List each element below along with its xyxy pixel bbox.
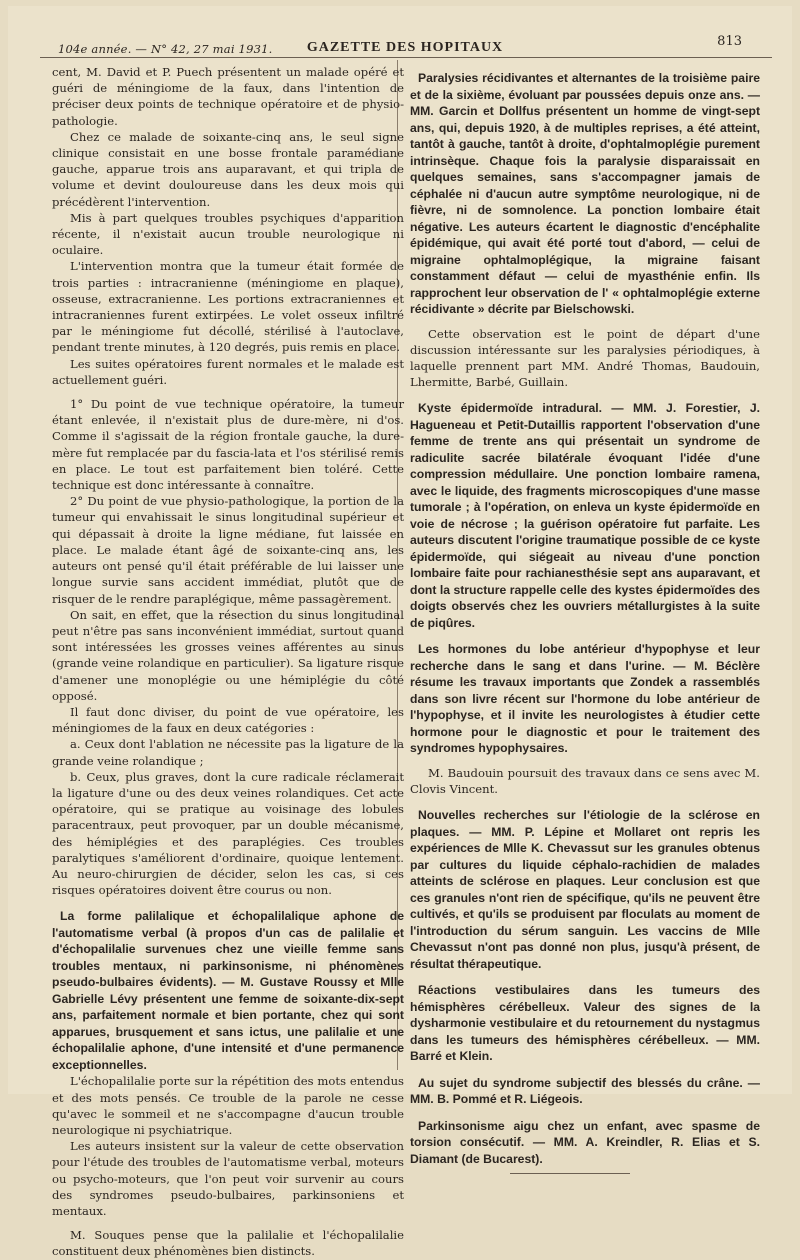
section-heading: Parkinsonisme aigu chez un enfant, avec spasme de torsion consécutif. — MM. A. Kreindler, R. Elias et S. Diamant (de Bucarest). xyxy=(410,1118,760,1166)
section-heading: Kyste épidermoïde intradural. — MM. J. Forestier, J. Hagueneau et Petit-Dutaillis rapportent l'observation d'une femme de trente ans qui présentait un syndrome de radiculite sacrée bilatérale évoquant l'idée d'une compression médullaire. Une ponction lombaire ramena, avec le liquide, des fragments microscopiques d'une masse tumorale ; à l'opération, on enleva un kyste épidermoïde en voie de nécrose ; la guérison opératoire fut parfaite. Les auteurs discutent l'origine traumatique possible de ce kyste épidermoïde, qui siégeait au niveau d'une ponction lombaire faite pour rachianesthésie sept ans auparavant, et dont la structure rappelle celle des kystes épidermoïdes des doigts observés chez les ouvriers métallurgistes à la suite de piqûres. xyxy=(410,401,760,630)
section-heading: Nouvelles recherches sur l'étiologie de la sclérose en plaques. — MM. P. Lépine et Mollaret ont repris les expériences de Mlle K. Chevassut sur les granules obtenus par cultures du liquide céphalo-rachidien de malades atteints de sclérose en plaques. Leur conclusion est que ces granules n'ont rien de spécifique, qu'ils ne peuvent être cultivés, et qu'ils se produisent par floculats au moment de l'introduction du sérum sanguin. Les vaccins de Mlle Chevassut n'ont pas donné non plus, jusqu'à présent, de résultat thérapeutique. xyxy=(410,808,760,971)
paragraph: L'échopalilalie porte sur la répétition des mots entendus et des mots pensés. Ce trouble de la parole ne cesse qu'avec le sommeil et ne s'accompagne d'aucun trouble neurologique ni psychiatrique. xyxy=(52,1074,404,1137)
paragraph: On sait, en effet, que la résection du sinus longitudinal peut n'être pas sans inconvénient immédiat, surtout quand sont intéressées les grosses veines afférentes au sinus (grande veine rolandique en particulier). Sa ligature risque d'amener une monoplégie ou une hémiplégie du côté opposé. xyxy=(52,607,404,703)
page-header xyxy=(48,34,762,56)
journal-title: GAZETTE DES HOPITAUX xyxy=(306,40,504,55)
end-rule xyxy=(510,1173,630,1174)
paragraph: Cette observation est le point de départ d'une discussion intéressante sur les paralysies périodiques, à laquelle prennent part MM. André Thomas, Baudouin, Lhermitte, Barbé, Guillain. xyxy=(410,326,760,390)
paragraph: a. Ceux dont l'ablation ne nécessite pas la ligature de la grande veine rolandique ; xyxy=(52,737,404,768)
section-heading: La forme palilalique et échopalilalique aphone de l'automatisme verbal (à propos d'un cas de palilalie et d'échopalilalie survenues chez une vieille femme sans troubles mentaux, ni parkinsonisme, ni phénomènes pseudo-bulbaires évidents). — M. Gustave Roussy et Mlle Gabrielle Lévy présentent une femme de soixante-dix-sept ans, parfaitement normale et bien portante, chez qui sont apparues, brusquement et sans ictus, une palilalie et une échopalilalie aphone, d'une intensité et d'une permanence exceptionnelles. xyxy=(52,909,404,1072)
header-rule xyxy=(40,57,772,58)
section-heading: Réactions vestibulaires dans les tumeurs des hémisphères cérébelleux. Valeur des signes de la dysharmonie vestibulaire et du retournement du nystagmus dans les tumeurs des hémisphères cérébelleux. — MM. Barré et Klein. xyxy=(410,983,760,1064)
paragraph: Mis à part quelques troubles psychiques d'apparition récente, il n'existait aucun trouble neurologique ni oculaire. xyxy=(52,210,404,258)
paragraph: Les suites opératoires furent normales et le malade est actuellement guéri. xyxy=(52,356,404,387)
issue-info: 104e année. — N° 42, 27 mai 1931. xyxy=(58,42,273,56)
section-heading: Les hormones du lobe antérieur d'hypophyse et leur recherche dans le sang et dans l'urine. — M. Béclère résume les travaux importants que Zondek a rassemblés dans son livre récent sur l'hormone du lobe antérieur de l'hypophyse, et il invite les neurologistes à étudier cette hormone pour le diagnostic et pour le traitement des syndromes hypophysaires. xyxy=(410,642,760,756)
paragraph: Chez ce malade de soixante-cinq ans, le seul signe clinique consistait en une bosse frontale paramédiane gauche, apparue trois ans auparavant, et qui tripla de volume et devint douloureuse dans les deux mois qui précédèrent l'intervention. xyxy=(52,129,404,209)
section-heading: Au sujet du syndrome subjectif des blessés du crâne. — MM. B. Pommé et R. Liégeois. xyxy=(410,1075,760,1107)
paragraph: Il faut donc diviser, du point de vue opératoire, les méningiomes de la faux en deux catégories : xyxy=(52,704,404,736)
paragraph: 1° Du point de vue technique opératoire, la tumeur étant enlevée, il n'existait plus de dure-mère, ni d'os. Comme il s'agissait de la région frontale gauche, la dure-mère fut remplacée par du fascia-lata et l'os stérilisé remis en place. Le tout est parfaitement bien toléré. Cette technique est donc intéressante à connaître. xyxy=(52,397,404,493)
paragraph: b. Ceux, plus graves, dont la cure radicale réclamerait la ligature d'une ou des deux veines rolandiques. Cet acte opératoire, qui se pratique au voisinage des lobules paracentraux, peut provoquer, par un double mécanisme, des hémiplégies et des paraplégies. Ces troubles paralytiques s'améliorent d'ordinaire, quoique lentement. Au neuro-chirurgien de décider, selon les cas, si ces risques opératoires doivent être courus ou non. xyxy=(52,769,404,898)
left-column xyxy=(52,64,404,1260)
page-number: 813 xyxy=(717,34,742,49)
paragraph: cent, M. David et P. Puech présentent un malade opéré et guéri de méningiome de la faux, dans l'intention de préciser deux points de technique opératoire et de physio-pathologie. xyxy=(52,65,404,128)
paragraph: M. Souques pense que la palilalie et l'échopalilalie constituent deux phénomènes bien distincts. xyxy=(52,1228,404,1259)
paragraph: 2° Du point de vue physio-pathologique, la portion de la tumeur qui envahissait le sinus longitudinal supérieur et qui dépassait à droite la ligne médiane, fut laissée en place. Le malade étant âgé de soixante-cinq ans, les auteurs ont pensé qu'il était préférable de lui laisser une longue survie sans accident immédiat, plutôt que de risquer de le rendre paraplégique, même passagèrement. xyxy=(52,494,404,606)
right-column xyxy=(410,64,760,1174)
section-heading: Paralysies récidivantes et alternantes de la troisième paire et de la sixième, évoluant par poussées depuis onze ans. — MM. Garcin et Dollfus présentent un homme de vingt-sept ans, qui, depuis 1920, à de multiples reprises, a été atteint, tantôt à gauche, tantôt à droite, d'ophtalmoplégie purement intrinsèque. Chaque fois la paralysie disparaissait en quelques semaines, sans s'accompagner jamais de céphalée ni d'aucun autre symptôme neurologique, ni de fièvre, ni de somnolence. La ponction lombaire était négative. Les auteurs écartent le diagnostic d'encéphalite épidémique, qui avait été porté tout d'abord, — celui de migraine ophtalmoplégique, la migraine faisant constamment défaut — celui de myasthénie enfin. Ils rapprochent leur observation de l' « ophtalmoplégie externe récidivante » décrite par Bielschowski. xyxy=(410,71,760,316)
paragraph: Les auteurs insistent sur la valeur de cette observation pour l'étude des troubles de l'automatisme verbal, moteurs ou psycho-moteurs, que l'on peut voir survenir au cours des syndromes pseudo-bulbaires, parkinsoniens et mentaux. xyxy=(52,1139,404,1218)
paragraph: L'intervention montra que la tumeur était formée de trois parties : intracranienne (méningiome en plaque), osseuse, extracranienne. Les portions extracraniennes et intracraniennes furent extirpées. Le volet osseux infiltré par le méningiome fut décollé, stérilisé à l'autoclave, pendant trente minutes, à 120 degrés, puis remis en place. xyxy=(52,259,404,355)
paragraph: M. Baudouin poursuit des travaux dans ce sens avec M. Clovis Vincent. xyxy=(410,765,760,797)
